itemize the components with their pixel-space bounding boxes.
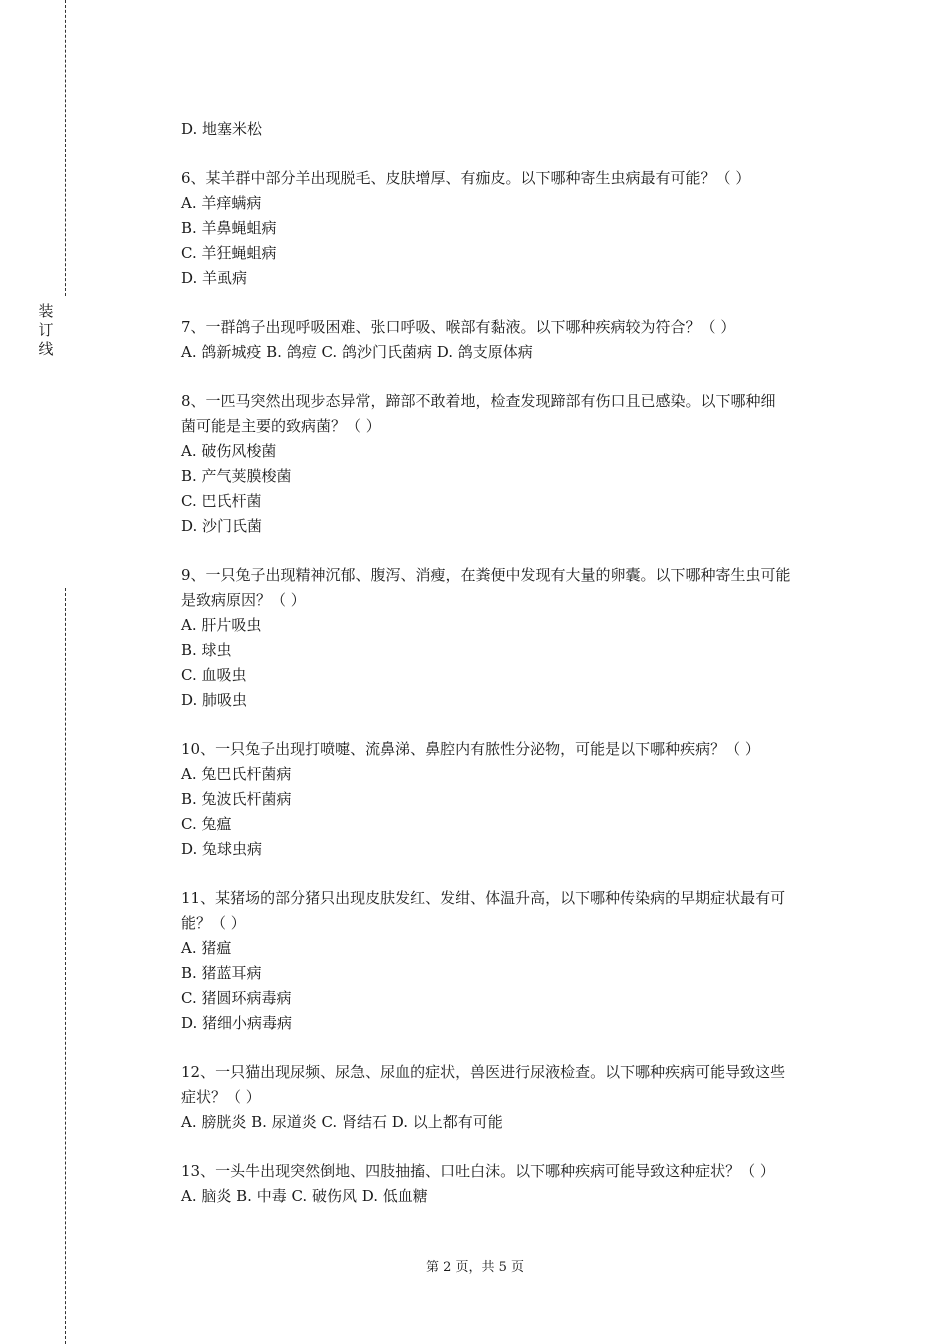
question-stem-line: 13、一头牛出现突然倒地、四肢抽搐、口吐白沫。以下哪种疾病可能导致这种症状？（ ） (181, 1162, 775, 1180)
answer-option: D. 沙门氏菌 (181, 517, 263, 535)
answer-option: A. 兔巴氏杆菌病 (181, 765, 292, 783)
question-stem-line: 6、某羊群中部分羊出现脱毛、皮肤增厚、有痂皮。以下哪种寄生虫病最有可能？（ ） (181, 169, 751, 187)
answer-option: A. 羊痒螨病 (181, 194, 262, 212)
question-stem-line: 10、一只兔子出现打喷嚏、流鼻涕、鼻腔内有脓性分泌物，可能是以下哪种疾病？（ ） (181, 740, 760, 758)
binding-char: 装 (38, 302, 54, 320)
question-stem-line: 是致病原因？（ ） (181, 591, 306, 609)
answer-option: A. 破伤风梭菌 (181, 442, 277, 460)
previous-question-option: D. 地塞米松 (181, 120, 263, 138)
answer-option: D. 猪细小病毒病 (181, 1014, 293, 1032)
question (181, 563, 841, 713)
question (181, 389, 841, 539)
answer-option: C. 兔瘟 (181, 815, 232, 833)
question (181, 315, 841, 365)
answer-option: C. 羊狂蝇蛆病 (181, 244, 277, 262)
answer-option: A. 膀胱炎 B. 尿道炎 C. 肾结石 D. 以上都有可能 (181, 1113, 503, 1131)
question (181, 737, 841, 862)
answer-option: B. 球虫 (181, 641, 232, 659)
answer-option: D. 肺吸虫 (181, 691, 248, 709)
binding-line-top (65, 0, 66, 296)
answer-option: D. 羊虱病 (181, 269, 248, 287)
question (181, 166, 841, 291)
question (181, 1159, 841, 1209)
question-stem-line: 能？（ ） (181, 914, 246, 932)
question-stem-line: 12、一只猫出现尿频、尿急、尿血的症状，兽医进行尿液检查。以下哪种疾病可能导致这些 (181, 1063, 786, 1081)
question-stem-line: 菌可能是主要的致病菌？（ ） (181, 417, 381, 435)
question-stem-line: 9、一只兔子出现精神沉郁、腹泻、消瘦，在粪便中发现有大量的卵囊。以下哪种寄生虫可能 (181, 566, 791, 584)
page-footer: 第 2 页，共 5 页 (425, 1260, 525, 1275)
answer-option: C. 猪圆环病毒病 (181, 989, 292, 1007)
question-stem-line: 7、一群鸽子出现呼吸困难、张口呼吸、喉部有黏液。以下哪种疾病较为符合？（ ） (181, 318, 736, 336)
answer-option: B. 产气荚膜梭菌 (181, 467, 292, 485)
binding-label (36, 302, 56, 359)
question-stem-line: 8、一匹马突然出现步态异常，蹄部不敢着地，检查发现蹄部有伤口且已感染。以下哪种细 (181, 392, 776, 410)
binding-char: 订 (38, 321, 54, 339)
question (181, 886, 841, 1036)
question-stem-line: 11、某猪场的部分猪只出现皮肤发红、发绀、体温升高，以下哪种传染病的早期症状最有可 (181, 889, 786, 907)
exam-content (181, 117, 841, 1209)
answer-option: D. 兔球虫病 (181, 840, 263, 858)
question (181, 1060, 841, 1135)
question-stem-line: 症状？（ ） (181, 1088, 261, 1106)
binding-line-bottom (65, 588, 66, 1344)
answer-option: A. 鸽新城疫 B. 鸽痘 C. 鸽沙门氏菌病 D. 鸽支原体病 (181, 343, 533, 361)
answer-option: C. 巴氏杆菌 (181, 492, 262, 510)
answer-option: A. 肝片吸虫 (181, 616, 262, 634)
binding-char: 线 (38, 340, 54, 358)
answer-option: B. 羊鼻蝇蛆病 (181, 219, 277, 237)
answer-option: A. 猪瘟 (181, 939, 232, 957)
answer-option: C. 血吸虫 (181, 666, 247, 684)
answer-option: B. 猪蓝耳病 (181, 964, 262, 982)
answer-option: A. 脑炎 B. 中毒 C. 破伤风 D. 低血糖 (181, 1187, 428, 1205)
answer-option: B. 兔波氏杆菌病 (181, 790, 292, 808)
question-list (181, 166, 841, 1209)
